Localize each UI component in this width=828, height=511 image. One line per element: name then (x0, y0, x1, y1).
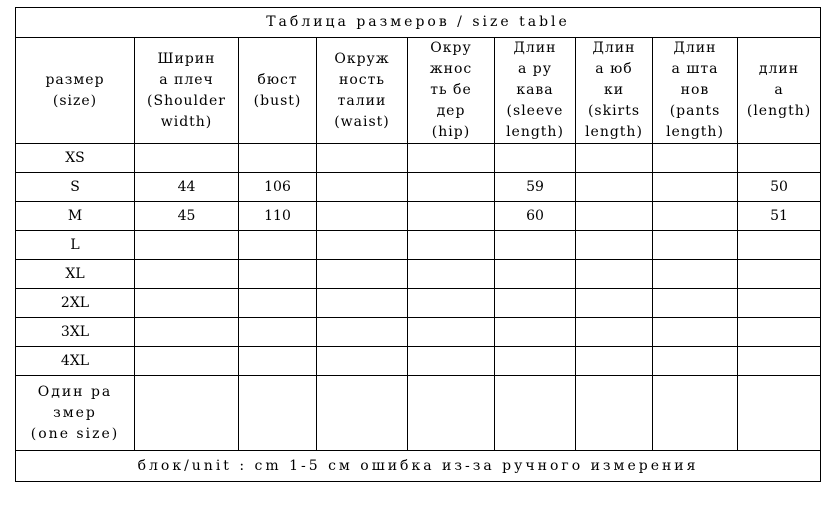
header-length: длин а (length) (738, 38, 821, 144)
cell-length (738, 231, 821, 260)
table-row (16, 231, 821, 260)
cell-shoulder-width: 44 (135, 173, 239, 202)
cell-length (738, 347, 821, 376)
cell-waist (317, 260, 408, 289)
header-hip: Окру жнос ть бе дер (hip) (408, 38, 495, 144)
cell-bust (239, 289, 317, 318)
cell-shoulder-width (135, 347, 239, 376)
cell-hip (408, 260, 495, 289)
table-row (16, 318, 821, 347)
cell-hip (408, 173, 495, 202)
cell-bust (239, 376, 317, 451)
cell-length (738, 318, 821, 347)
cell-pants-length (653, 173, 738, 202)
header-waist: Окруж ность талии (waist) (317, 38, 408, 144)
cell-waist (317, 289, 408, 318)
cell-pants-length (653, 318, 738, 347)
cell-shoulder-width (135, 144, 239, 173)
cell-waist (317, 231, 408, 260)
cell-pants-length (653, 289, 738, 318)
cell-pants-length (653, 347, 738, 376)
cell-bust: 110 (239, 202, 317, 231)
cell-skirts-length (576, 144, 653, 173)
table-title: Таблица размеров / size table (16, 8, 821, 38)
cell-shoulder-width: 45 (135, 202, 239, 231)
cell-pants-length (653, 231, 738, 260)
cell-sleeve-length: 59 (495, 173, 576, 202)
cell-bust (239, 260, 317, 289)
cell-pants-length (653, 376, 738, 451)
cell-skirts-length (576, 289, 653, 318)
cell-shoulder-width (135, 318, 239, 347)
cell-shoulder-width (135, 260, 239, 289)
header-skirts-length: Длин а юб ки (skirts length) (576, 38, 653, 144)
cell-waist (317, 376, 408, 451)
cell-hip (408, 144, 495, 173)
header-sleeve-length: Длин а ру кава (sleeve length) (495, 38, 576, 144)
table-row (16, 376, 821, 451)
header-bust: бюст (bust) (239, 38, 317, 144)
cell-pants-length (653, 202, 738, 231)
cell-bust: 106 (239, 173, 317, 202)
cell-bust (239, 144, 317, 173)
header-pants-length: Длин а шта нов (pants length) (653, 38, 738, 144)
cell-sleeve-length: 60 (495, 202, 576, 231)
cell-shoulder-width (135, 376, 239, 451)
cell-hip (408, 318, 495, 347)
cell-length (738, 376, 821, 451)
size-table (15, 7, 821, 482)
header-size: размер (size) (16, 38, 135, 144)
cell-pants-length (653, 144, 738, 173)
cell-size: 3XL (16, 318, 135, 347)
cell-size: S (16, 173, 135, 202)
header-row (16, 38, 821, 144)
table-row (16, 144, 821, 173)
cell-size: M (16, 202, 135, 231)
cell-size: 4XL (16, 347, 135, 376)
cell-sleeve-length (495, 347, 576, 376)
cell-waist (317, 173, 408, 202)
cell-sleeve-length (495, 318, 576, 347)
cell-skirts-length (576, 260, 653, 289)
table-row (16, 289, 821, 318)
cell-sleeve-length (495, 376, 576, 451)
cell-bust (239, 231, 317, 260)
cell-waist (317, 347, 408, 376)
cell-sleeve-length (495, 144, 576, 173)
cell-size: Один ра змер (one size) (16, 376, 135, 451)
cell-skirts-length (576, 231, 653, 260)
cell-length: 50 (738, 173, 821, 202)
cell-length (738, 260, 821, 289)
table-row (16, 202, 821, 231)
cell-length (738, 144, 821, 173)
cell-size: XS (16, 144, 135, 173)
cell-length: 51 (738, 202, 821, 231)
cell-size: 2XL (16, 289, 135, 318)
table-footer-note: блок/unit : cm 1-5 см ошибка из-за ручного измерения (16, 451, 821, 482)
cell-skirts-length (576, 202, 653, 231)
cell-bust (239, 347, 317, 376)
cell-sleeve-length (495, 231, 576, 260)
table-row (16, 260, 821, 289)
footer-row (16, 451, 821, 482)
cell-hip (408, 289, 495, 318)
table-row (16, 347, 821, 376)
cell-waist (317, 202, 408, 231)
cell-skirts-length (576, 376, 653, 451)
table-row (16, 173, 821, 202)
cell-size: XL (16, 260, 135, 289)
cell-shoulder-width (135, 289, 239, 318)
cell-skirts-length (576, 318, 653, 347)
cell-hip (408, 202, 495, 231)
cell-waist (317, 318, 408, 347)
header-shoulder-width: Ширин а плеч (Shoulder width) (135, 38, 239, 144)
cell-sleeve-length (495, 260, 576, 289)
cell-hip (408, 231, 495, 260)
cell-shoulder-width (135, 231, 239, 260)
cell-length (738, 289, 821, 318)
cell-skirts-length (576, 347, 653, 376)
cell-bust (239, 318, 317, 347)
cell-skirts-length (576, 173, 653, 202)
cell-size: L (16, 231, 135, 260)
cell-pants-length (653, 260, 738, 289)
cell-hip (408, 347, 495, 376)
title-row (16, 8, 821, 38)
cell-waist (317, 144, 408, 173)
cell-sleeve-length (495, 289, 576, 318)
cell-hip (408, 376, 495, 451)
